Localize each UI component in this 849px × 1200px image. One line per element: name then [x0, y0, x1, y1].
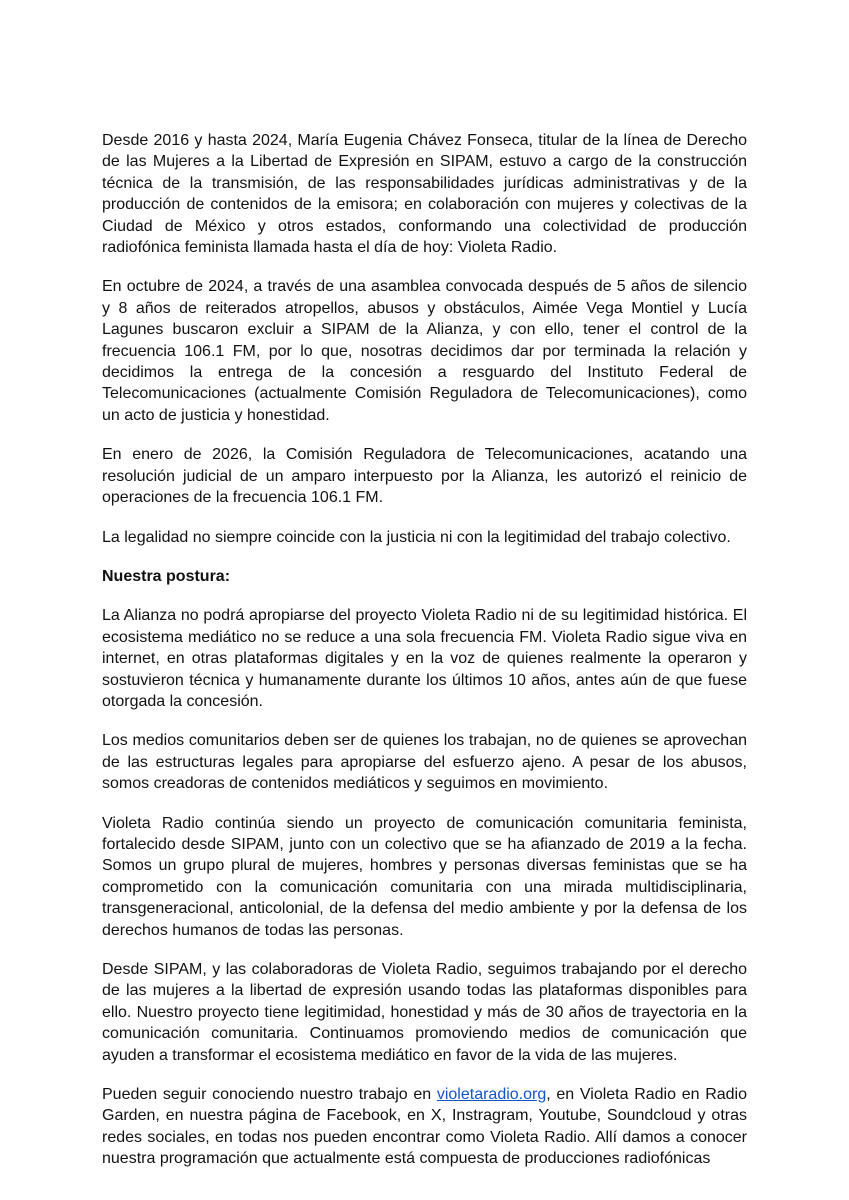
paragraph-sipam-work: Desde SIPAM, y las colaboradoras de Violeta Radio, seguimos trabajando por el derecho de las mujeres a la libertad de expresión usando todas las plataformas disponibles para ello. Nuestro proyecto tiene legitimidad, honestidad y más de 30 años de trayectoria en la comunicación comunitaria. Continuamos promoviendo medios de comunicación que ayuden a transformar el ecosistema mediático en favor de la vida de las mujeres. [102, 961, 747, 1064]
paragraph-follow-us [102, 1084, 747, 1170]
paragraph-community-media: Los medios comunitarios deben ser de quienes los trabajan, no de quienes se aprovechan de las estructuras legales para apropiarse del esfuerzo ajeno. A pesar de los abusos, somos creadoras de contenidos mediáticos y seguimos en movimiento. [102, 732, 747, 793]
website-link[interactable]: violetaradio.org [436, 1086, 547, 1104]
paragraph-legitimacy: La Alianza no podrá apropiarse del proyecto Violeta Radio ni de su legitimidad histórica. El ecosistema mediático no se reduce a una sola frecuencia FM. Violeta Radio sigue viva en internet, en otras plataformas digitales y en la voz de quienes realmente la operaron y sostuvieron técnica y humanamente durante los últimos 10 años, antes aún de que fuese otorgada la concesión. [102, 607, 747, 710]
paragraph-resolution: En enero de 2026, la Comisión Reguladora de Telecomunicaciones, acatando una resolución judicial de un amparo interpuesto por la Alianza, les autorizó el reinicio de operaciones de la frecuencia 106.1 FM. [102, 446, 747, 507]
paragraph-history: Desde 2016 y hasta 2024, María Eugenia Chávez Fonseca, titular de la línea de Derecho de las Mujeres a la Libertad de Expresión en SIPAM, estuvo a cargo de la construcción técnica de la transmisión, de las responsabilidades jurídicas administrativas y de la producción de contenidos de la emisora; en colaboración con mujeres y colectivas de la Ciudad de México y otros estados, conformando una colectividad de producción radiofónica feminista llamada hasta el día de hoy: Violeta Radio. [102, 132, 747, 257]
section-heading: Nuestra postura: [102, 567, 231, 585]
paragraph-legality: La legalidad no siempre coincide con la justicia ni con la legitimidad del trabajo colectivo. [102, 528, 731, 546]
paragraph-exclusion: En octubre de 2024, a través de una asamblea convocada después de 5 años de silencio y 8 años de reiterados atropellos, abusos y obstáculos, Aimée Vega Montiel y Lucía Lagunes buscaron excluir a SIPAM de la Alianza, y con ello, tener el control de la frecuencia 106.1 FM, por lo que, nosotras decidimos dar por terminada la relación y decidimos la entrega de la concesión a resguardo del Instituto Federal de Telecomunicaciones (actualmente Comisión Reguladora de Telecomunicaciones), como un acto de justicia y honestidad. [102, 278, 747, 424]
follow-text-after: , en Violeta Radio en Radio Garden, en nuestra página de Facebook, en X, Instragram, Youtube, Soundcloud y otras redes sociales, en todas nos pueden encontrar como Violeta Radio. Allí damos a conocer nuestra programación que actualmente está compuesta de producciones radiofónicas [102, 1086, 748, 1168]
paragraph-project: Violeta Radio continúa siendo un proyecto de comunicación comunitaria feminista, fortalecido desde SIPAM, junto con un colectivo que se ha afianzado de 2019 a la fecha. Somos un grupo plural de mujeres, hombres y personas diversas feministas que se ha comprometido con la comunicación comunitaria con una mirada multidisciplinaria, transgeneracional, anticolonial, de la defensa del medio ambiente y por la defensa de los derechos humanos de todas las personas. [102, 814, 747, 939]
follow-text-before: Pueden seguir conociendo nuestro trabajo en [102, 1086, 437, 1104]
